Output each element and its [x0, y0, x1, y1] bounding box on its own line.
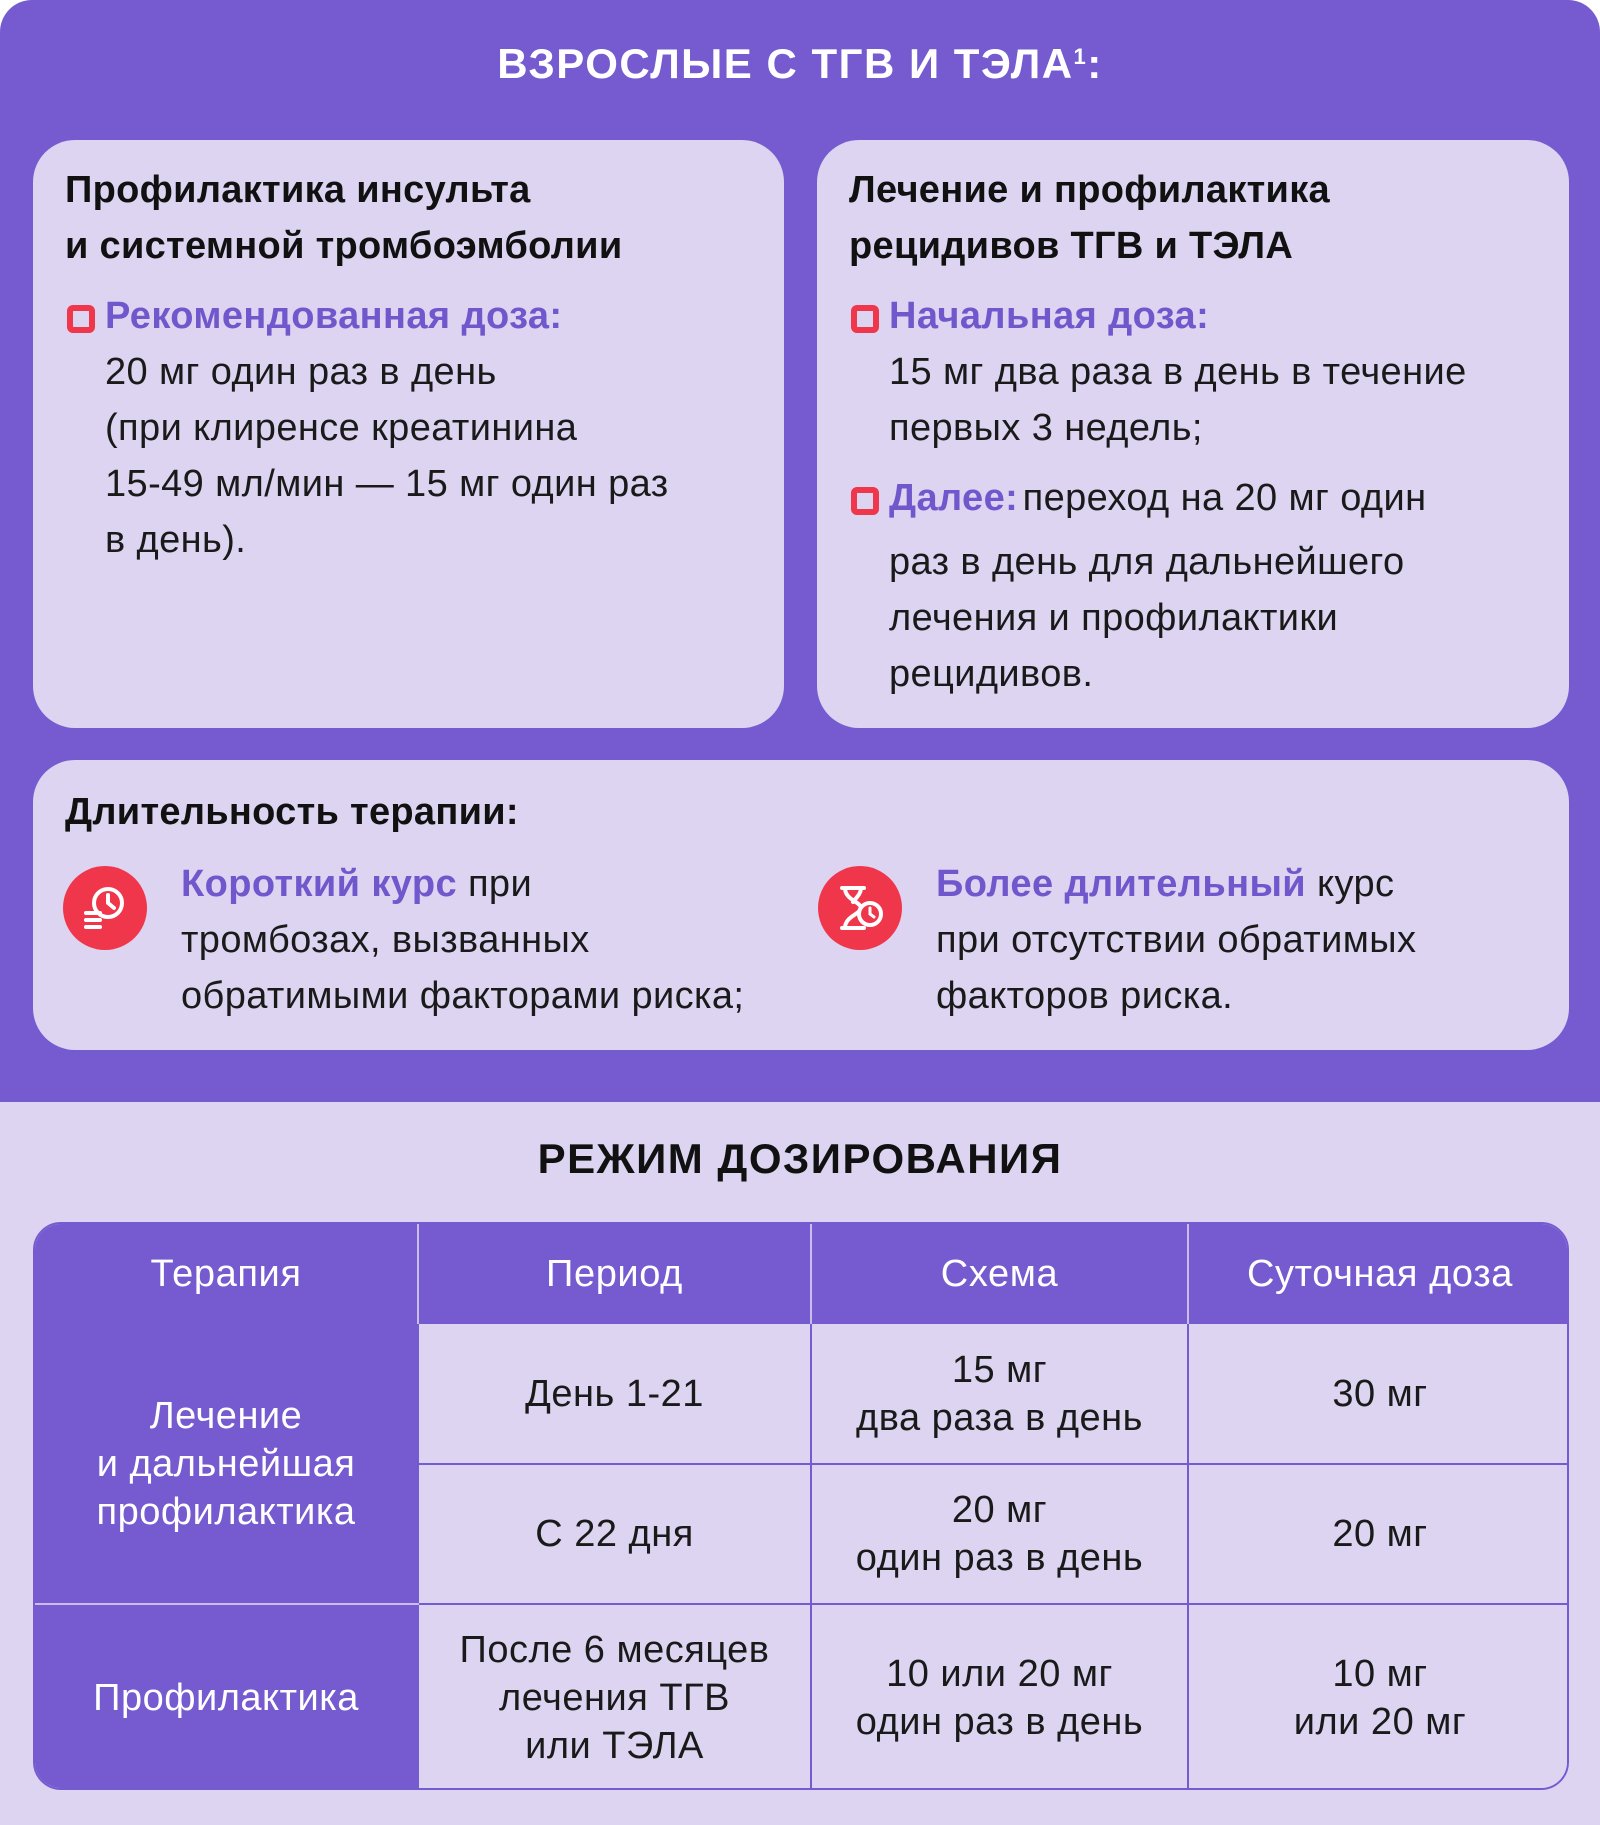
- scheme-cell: 15 мг два раза в день: [811, 1324, 1188, 1464]
- timer-course-icon: [63, 866, 147, 950]
- short-course-text: [181, 856, 801, 1024]
- long-course-text: [936, 856, 1556, 1024]
- page-title-suffix: :: [1087, 40, 1103, 87]
- daily-dose-cell: 30 мг: [1188, 1324, 1569, 1464]
- recommended-dose-item: [65, 288, 752, 568]
- short-course-description: тромбозах, вызванных обратимыми факторами риска;: [181, 919, 745, 1017]
- stroke-prevention-title: Профилактика инсульта и системной тромбоэмболии: [65, 169, 623, 267]
- table-row: [35, 1324, 1569, 1464]
- stroke-prevention-card: [33, 140, 784, 728]
- initial-dose-label: Начальная доза:: [889, 295, 1210, 337]
- header-daily-dose: Суточная доза: [1188, 1224, 1569, 1324]
- header-scheme: Схема: [811, 1224, 1188, 1324]
- therapy-prophylaxis-cell: Профилактика: [35, 1604, 418, 1790]
- page-title-text: ВЗРОСЛЫЕ С ТГВ И ТЭЛА: [497, 40, 1074, 87]
- further-dose-label: Далее:: [889, 477, 1019, 519]
- therapy-duration-title: Длительность терапии:: [65, 791, 519, 833]
- further-dose-item: [849, 470, 1537, 702]
- scheme-cell: 10 или 20 мг один раз в день: [811, 1604, 1188, 1790]
- header-period: Период: [418, 1224, 811, 1324]
- further-dose-text: раз в день для дальнейшего лечения и профилактики рецидивов.: [889, 541, 1405, 695]
- hourglass-clock-icon: [818, 866, 902, 950]
- page-title: [0, 40, 1600, 88]
- short-course-inline: при: [457, 863, 533, 905]
- period-cell: День 1-21: [418, 1324, 811, 1464]
- dosing-title: РЕЖИМ ДОЗИРОВАНИЯ: [537, 1135, 1063, 1182]
- dvt-treatment-card: [817, 140, 1569, 728]
- recommended-dose-label: Рекомендованная доза:: [105, 295, 563, 337]
- bullet-square-icon: [851, 487, 879, 515]
- recommended-dose-text: 20 мг один раз в день (при клиренсе креатинина 15-49 мл/мин — 15 мг один раз в день).: [105, 351, 669, 561]
- initial-dose-text: 15 мг два раза в день в течение первых 3 недель;: [889, 351, 1467, 449]
- initial-dose-item: [849, 288, 1537, 456]
- table-header-row: [35, 1224, 1569, 1324]
- footnote-marker: 1: [1073, 44, 1088, 69]
- table-row: [35, 1604, 1569, 1790]
- further-dose-text-inline: переход на 20 мг один: [1022, 477, 1427, 519]
- bullet-square-icon: [851, 305, 879, 333]
- daily-dose-cell: 20 мг: [1188, 1464, 1569, 1604]
- daily-dose-cell: 10 мг или 20 мг: [1188, 1604, 1569, 1790]
- dvt-treatment-title: Лечение и профилактика рецидивов ТГВ и ТЭЛА: [849, 169, 1330, 267]
- period-cell: После 6 месяцев лечения ТГВ или ТЭЛА: [418, 1604, 811, 1790]
- scheme-cell: 20 мг один раз в день: [811, 1464, 1188, 1604]
- therapy-treatment-cell: Лечение и дальнейшая профилактика: [35, 1324, 418, 1604]
- long-course-description: при отсутствии обратимых факторов риска.: [936, 919, 1417, 1017]
- long-course-highlight: Более длительный: [936, 863, 1307, 905]
- short-course-highlight: Короткий курс: [181, 863, 457, 905]
- header-therapy: Терапия: [35, 1224, 418, 1324]
- therapy-duration-card: [33, 760, 1569, 1050]
- period-cell: С 22 дня: [418, 1464, 811, 1604]
- bullet-square-icon: [67, 305, 95, 333]
- dosing-table: [33, 1222, 1569, 1790]
- long-course-inline: курс: [1306, 863, 1395, 905]
